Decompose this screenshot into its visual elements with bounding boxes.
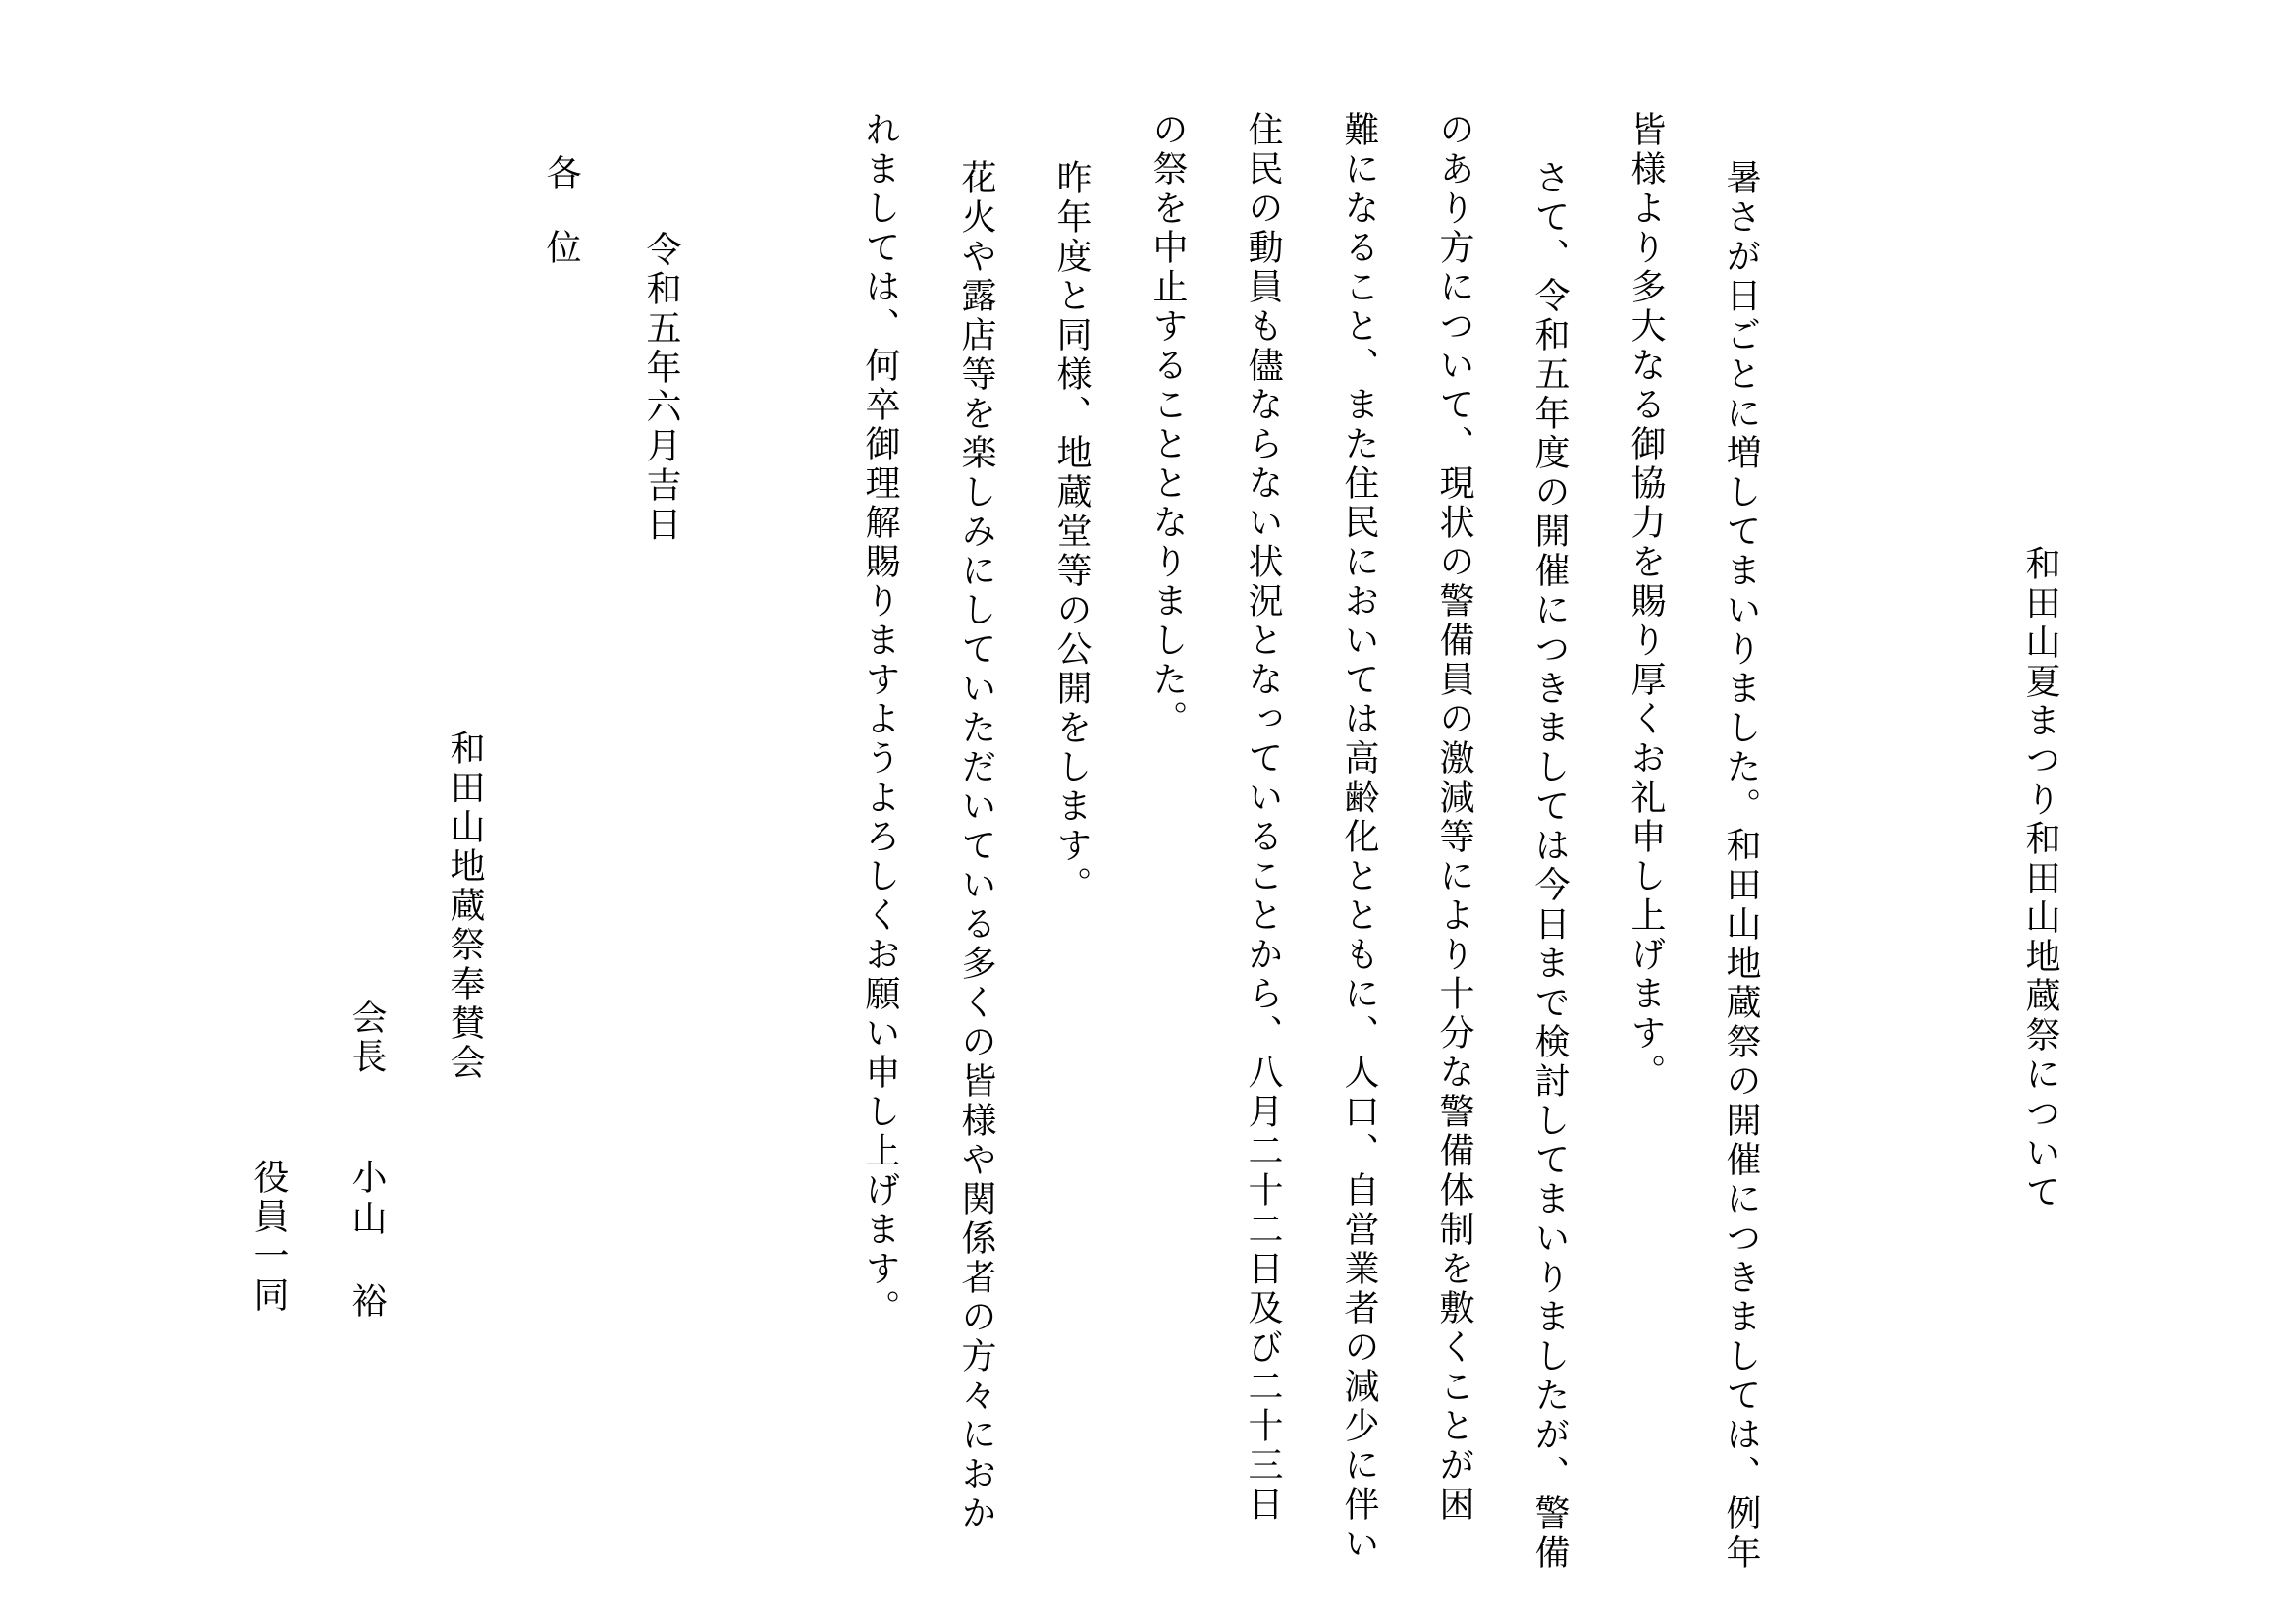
- chair-name: 小山 裕: [347, 1159, 387, 1324]
- body-line: の祭を中止することとなりました。: [1148, 111, 1188, 739]
- body-line: 昨年度と同様、地蔵堂等の公開をします。: [1051, 159, 1092, 905]
- body-line: さて、令和五年度の開催につきましては今日まで検討してまいりましたが、警備: [1529, 159, 1570, 1573]
- body-line: 暑さが日ごとに増してまいりました。和田山地蔵祭の開催につきましては、例年: [1721, 159, 1761, 1573]
- body-line: 難になること、また住民においては高齢化とともに、人口、自営業者の減少に伴い: [1339, 111, 1379, 1564]
- body-line: れましては、何卒御理解賜りますようよろしくお願い申し上げます。: [860, 111, 900, 1328]
- sender-organization: 和田山地蔵祭奉賛会: [445, 730, 485, 1083]
- chair-title: 会長: [347, 999, 387, 1077]
- body-line: 住民の動員も儘ならない状況となっていることから、八月二十二日及び二十三日: [1243, 111, 1283, 1525]
- officers-signature: 役員一同: [248, 1159, 289, 1316]
- issue-date: 令和五年六月吉日: [641, 231, 681, 545]
- body-line: 皆様より多大なる御協力を賜り厚くお礼申し上げます。: [1626, 111, 1666, 1093]
- addressee: 各位: [541, 154, 581, 303]
- body-line: のあり方について、現状の警備員の激減等により十分な警備体制を敷くことが困: [1434, 111, 1474, 1525]
- body-line: 花火や露店等を楽しみにしていただいている多くの皆様や関係者の方々におか: [956, 159, 996, 1534]
- document-title: 和田山夏まつり和田山地蔵祭について: [2020, 545, 2060, 1213]
